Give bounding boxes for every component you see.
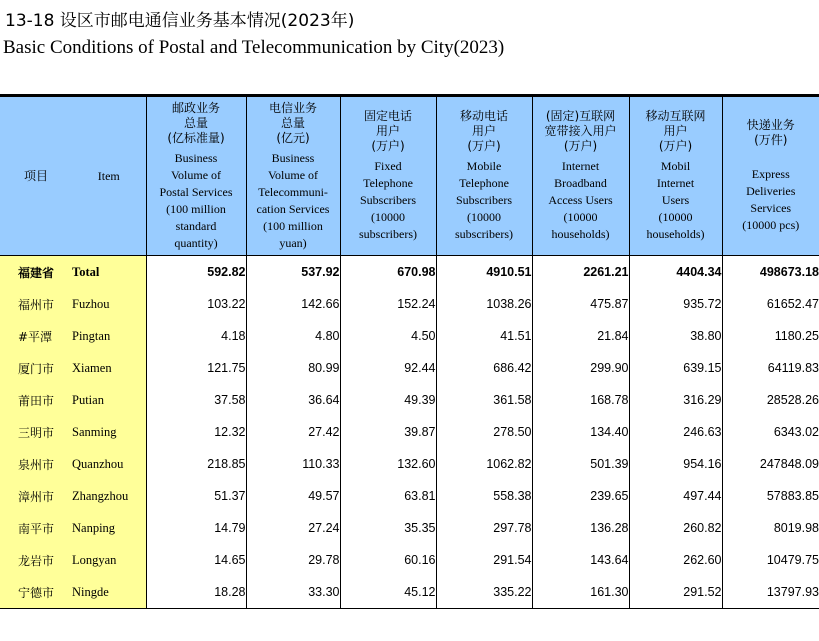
header-col-6 — [629, 97, 722, 256]
table-row — [0, 288, 819, 320]
header-col-en-line: Mobile — [466, 159, 502, 173]
header-col-en-line: Internet — [656, 176, 695, 190]
header-col-2 — [246, 97, 340, 256]
table-cell: 38.80 — [629, 320, 722, 352]
table-cell: 954.16 — [629, 448, 722, 480]
table-cell: 142.66 — [246, 288, 340, 320]
table-cell: 4910.51 — [436, 256, 532, 289]
table-cell: 316.29 — [629, 384, 722, 416]
table-cell: 80.99 — [246, 352, 340, 384]
header-col-1 — [146, 97, 246, 256]
header-col-en-line: Subscribers — [360, 193, 416, 207]
table-cell: 558.38 — [436, 480, 532, 512]
row-label-en: Zhangzhou — [72, 480, 146, 512]
header-col-cn-line: 快递业务 — [746, 118, 795, 132]
header-col-en-line: (10000 pcs) — [742, 218, 800, 232]
header-col-en-line: Business — [271, 150, 315, 165]
row-label-cn: 厦门市 — [0, 352, 72, 384]
header-col-cn-line: 电信业务 — [268, 100, 317, 115]
header-col-en-line: standard — [175, 218, 217, 233]
table-cell: 132.60 — [340, 448, 436, 480]
table-cell: 537.92 — [246, 256, 340, 289]
table-cell: 35.35 — [340, 512, 436, 544]
table-cell: 639.15 — [629, 352, 722, 384]
header-col-en-line: (10000 — [371, 210, 405, 224]
table-cell: 152.24 — [340, 288, 436, 320]
table-cell: 246.63 — [629, 416, 722, 448]
table-cell: 29.78 — [246, 544, 340, 576]
table-cell: 63.81 — [340, 480, 436, 512]
header-col-en-line: subscribers) — [455, 227, 513, 241]
page-title-en: Basic Conditions of Postal and Telecommunication by City(2023) — [3, 37, 505, 58]
row-label-cn: 龙岩市 — [0, 544, 72, 576]
table-cell: 13797.93 — [722, 576, 819, 609]
table-cell: 218.85 — [146, 448, 246, 480]
table-cell: 134.40 — [532, 416, 629, 448]
table-cell: 121.75 — [146, 352, 246, 384]
row-label-en: Pingtan — [72, 320, 146, 352]
row-label-cn: 泉州市 — [0, 448, 72, 480]
header-col-en-line: Mobil — [660, 159, 691, 173]
header-item-en: Item — [72, 97, 146, 256]
table-cell: 57883.85 — [722, 480, 819, 512]
header-col-en-line: Business — [174, 150, 218, 165]
table-cell: 64119.83 — [722, 352, 819, 384]
header-col-cn-line: 移动互联网 — [645, 109, 706, 123]
row-label-cn: 莆田市 — [0, 384, 72, 416]
table-row — [0, 448, 819, 480]
table-cell: 4404.34 — [629, 256, 722, 289]
header-col-en-line: Deliveries — [746, 184, 796, 198]
table-body — [0, 256, 819, 609]
header-col-cn-line: 用户 — [663, 124, 688, 138]
header-col-en-line: Internet — [561, 159, 600, 173]
row-label-cn: #平潭 — [0, 320, 72, 352]
row-label-en: Ningde — [72, 576, 146, 609]
header-col-4 — [436, 97, 532, 256]
table-cell: 297.78 — [436, 512, 532, 544]
header-col-cn-line: (亿标准量) — [167, 130, 225, 145]
row-label-cn: 南平市 — [0, 512, 72, 544]
header-col-en-line: quantity) — [174, 235, 218, 250]
header-col-en-line: Telecommuni- — [258, 184, 328, 199]
table-row — [0, 256, 819, 289]
table-row — [0, 352, 819, 384]
table-cell: 92.44 — [340, 352, 436, 384]
row-label-en: Longyan — [72, 544, 146, 576]
table-cell: 592.82 — [146, 256, 246, 289]
table-cell: 45.12 — [340, 576, 436, 609]
table-cell: 18.28 — [146, 576, 246, 609]
header-col-en-line: Services — [750, 201, 792, 215]
row-label-en: Xiamen — [72, 352, 146, 384]
table-cell: 14.65 — [146, 544, 246, 576]
table-cell: 4.18 — [146, 320, 246, 352]
table-cell: 239.65 — [532, 480, 629, 512]
table-cell: 28528.26 — [722, 384, 819, 416]
header-col-en-line: Subscribers — [456, 193, 512, 207]
table-cell: 299.90 — [532, 352, 629, 384]
table-cell: 33.30 — [246, 576, 340, 609]
page-title-cn: 13-18 设区市邮电通信业务基本情况(2023年) — [5, 11, 355, 31]
table-cell: 4.80 — [246, 320, 340, 352]
table-row — [0, 512, 819, 544]
row-label-cn: 宁德市 — [0, 576, 72, 609]
table-cell: 1038.26 — [436, 288, 532, 320]
header-col-cn-line: 总量 — [280, 115, 305, 130]
table-cell: 2261.21 — [532, 256, 629, 289]
header-col-cn-line: 宽带接入用户 — [544, 124, 617, 138]
table-cell: 49.39 — [340, 384, 436, 416]
row-label-cn: 漳州市 — [0, 480, 72, 512]
header-col-en-line: Access Users — [548, 193, 613, 207]
table-header — [0, 97, 819, 256]
header-col-cn-line: 移动电话 — [459, 109, 508, 123]
table-cell: 497.44 — [629, 480, 722, 512]
table-cell: 136.28 — [532, 512, 629, 544]
table-cell: 670.98 — [340, 256, 436, 289]
table-row — [0, 576, 819, 609]
table-cell: 1180.25 — [722, 320, 819, 352]
table-cell: 262.60 — [629, 544, 722, 576]
table-cell: 935.72 — [629, 288, 722, 320]
row-label-en: Sanming — [72, 416, 146, 448]
header-col-en-line: households) — [646, 227, 705, 241]
table-cell: 49.57 — [246, 480, 340, 512]
header-col-cn-line: 邮政业务 — [171, 100, 220, 115]
header-col-cn-line: (万户) — [371, 139, 405, 153]
header-col-3 — [340, 97, 436, 256]
table-row — [0, 416, 819, 448]
header-col-cn-line: (万户) — [563, 139, 598, 153]
table-cell: 41.51 — [436, 320, 532, 352]
header-col-en-line: (10000 — [467, 210, 501, 224]
header-col-en-line: Telephone — [459, 176, 509, 190]
stats-table — [0, 97, 819, 609]
header-col-en-line: (10000 — [658, 210, 693, 224]
header-col-en-line: Broadband — [554, 176, 607, 190]
header-col-cn-line: (固定)互联网 — [545, 109, 616, 123]
table-cell: 361.58 — [436, 384, 532, 416]
table-cell: 27.24 — [246, 512, 340, 544]
table-cell: 21.84 — [532, 320, 629, 352]
table-cell: 475.87 — [532, 288, 629, 320]
header-col-cn-line: 总量 — [183, 115, 208, 130]
header-col-en-line: yuan) — [279, 235, 307, 250]
header-col-5 — [532, 97, 629, 256]
header-col-7 — [722, 97, 819, 256]
header-col-en-line: Fixed — [374, 159, 402, 173]
header-col-cn-line: (万户) — [467, 139, 501, 153]
table-row — [0, 544, 819, 576]
row-label-en: Putian — [72, 384, 146, 416]
row-label-en: Total — [72, 256, 146, 289]
header-col-cn-line: 用户 — [375, 124, 400, 138]
table-cell: 10479.75 — [722, 544, 819, 576]
table-cell: 110.33 — [246, 448, 340, 480]
row-label-en: Nanping — [72, 512, 146, 544]
table-cell: 143.64 — [532, 544, 629, 576]
table-cell: 8019.98 — [722, 512, 819, 544]
header-col-en-line: (10000 — [563, 210, 598, 224]
header-col-cn-line: 用户 — [471, 124, 496, 138]
table-cell: 1062.82 — [436, 448, 532, 480]
table-cell: 260.82 — [629, 512, 722, 544]
header-col-cn-line: 固定电话 — [363, 109, 412, 123]
row-label-en: Quanzhou — [72, 448, 146, 480]
header-item-cn: 项目 — [0, 97, 72, 256]
header-col-en-line: Volume of — [267, 167, 319, 182]
header-col-en-line: subscribers) — [359, 227, 417, 241]
table-cell: 498673.18 — [722, 256, 819, 289]
table-cell: 103.22 — [146, 288, 246, 320]
table-cell: 37.58 — [146, 384, 246, 416]
table-cell: 12.32 — [146, 416, 246, 448]
row-label-en: Fuzhou — [72, 288, 146, 320]
table-cell: 278.50 — [436, 416, 532, 448]
header-col-cn-line: (万件) — [754, 133, 788, 147]
table-cell: 335.22 — [436, 576, 532, 609]
header-col-en-line: Users — [661, 193, 690, 207]
header-col-cn-line: (亿元) — [276, 130, 310, 145]
table-cell: 6343.02 — [722, 416, 819, 448]
table-cell: 60.16 — [340, 544, 436, 576]
table-cell: 168.78 — [532, 384, 629, 416]
header-col-en-line: cation Services — [256, 201, 330, 216]
row-label-cn: 三明市 — [0, 416, 72, 448]
table-cell: 247848.09 — [722, 448, 819, 480]
table-cell: 291.54 — [436, 544, 532, 576]
header-col-en-line: (100 million — [263, 218, 323, 233]
table-cell: 39.87 — [340, 416, 436, 448]
table-row — [0, 480, 819, 512]
table-cell: 36.64 — [246, 384, 340, 416]
header-col-en-line: (100 million — [166, 201, 226, 216]
table-cell: 4.50 — [340, 320, 436, 352]
header-col-cn-line: (万户) — [658, 139, 693, 153]
table-cell: 161.30 — [532, 576, 629, 609]
header-col-en-line: Express — [751, 167, 790, 181]
table-cell: 686.42 — [436, 352, 532, 384]
table-cell: 51.37 — [146, 480, 246, 512]
table-cell: 61652.47 — [722, 288, 819, 320]
header-col-en-line: Postal Services — [159, 184, 233, 199]
row-label-cn: 福建省 — [0, 256, 72, 289]
row-label-cn: 福州市 — [0, 288, 72, 320]
table-cell: 27.42 — [246, 416, 340, 448]
table-cell: 14.79 — [146, 512, 246, 544]
table-cell: 291.52 — [629, 576, 722, 609]
header-col-en-line: Telephone — [363, 176, 413, 190]
table-row — [0, 384, 819, 416]
header-col-en-line: Volume of — [170, 167, 222, 182]
header-col-en-line: households) — [551, 227, 610, 241]
table-row — [0, 320, 819, 352]
table-cell: 501.39 — [532, 448, 629, 480]
